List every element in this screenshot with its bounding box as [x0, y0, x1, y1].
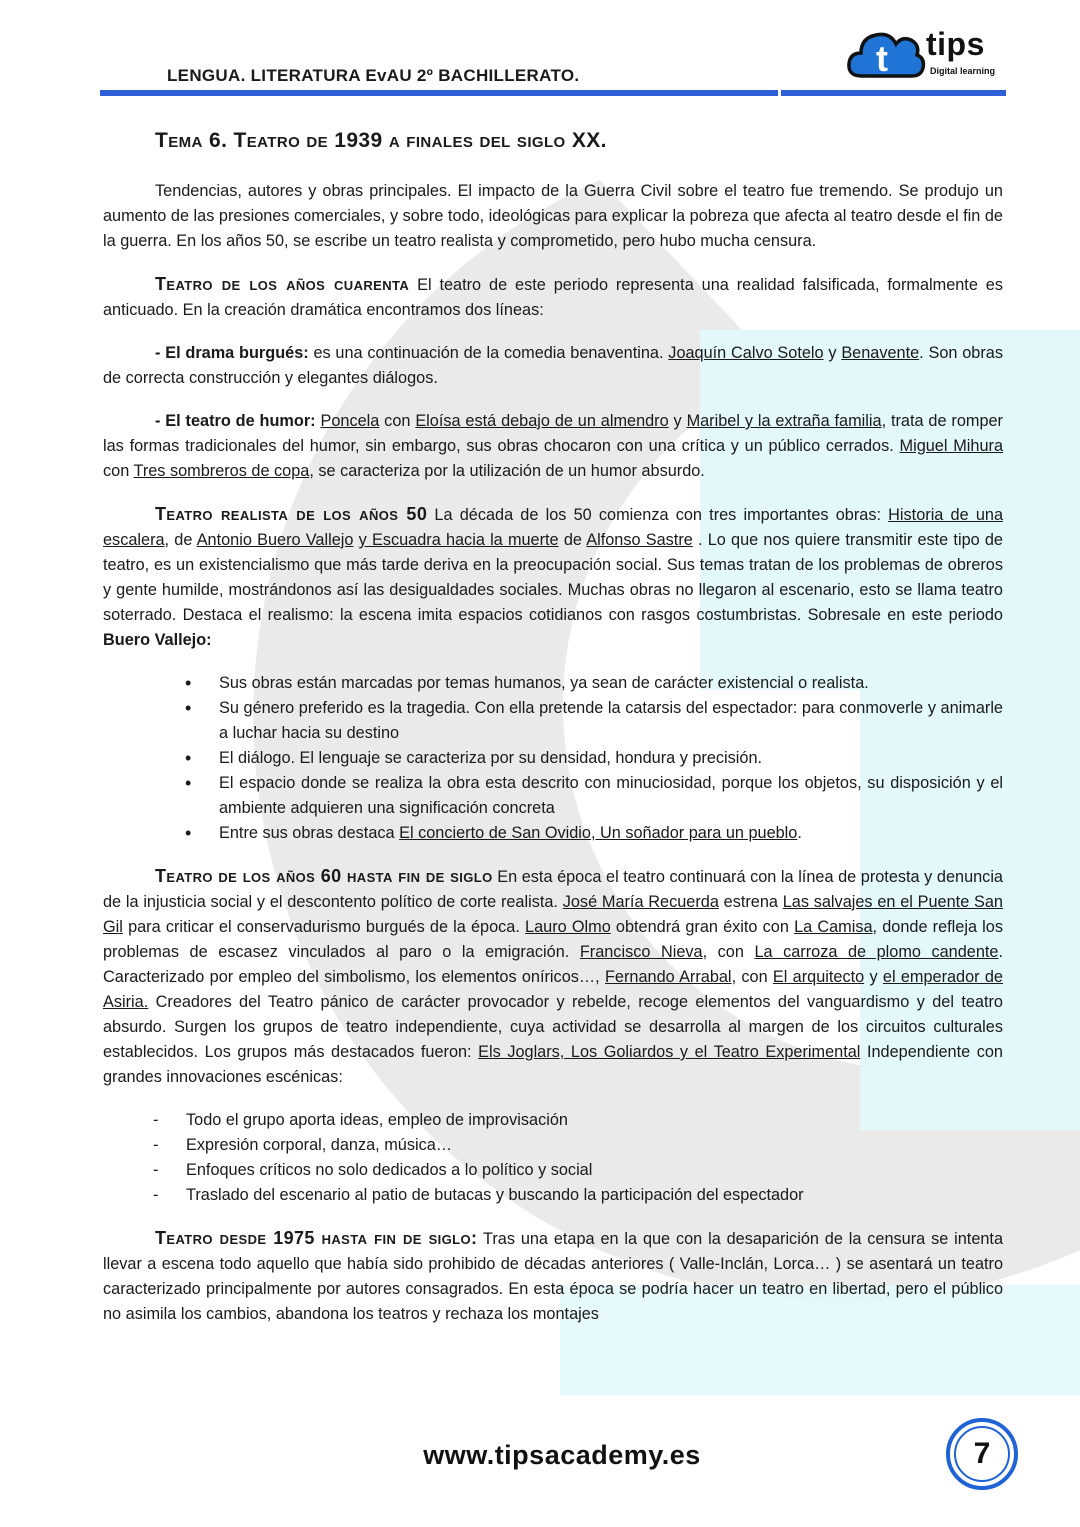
- list-item: • Su género preferido es la tragedia. Con ella pretende la catarsis del espectador: para conmoverle y animarle a luchar hacia su destino: [103, 696, 1003, 746]
- logo-tagline: Digital learning: [930, 66, 996, 76]
- section-50s-paragraph: Teatro realista de los años 50 La década de los 50 comienza con tres importantes obras: Historia de una escalera, de Antonio Buero Vallejo y Escuadra hacia la muerte de Alfonso Sastre . Lo que nos quiere transmitir este tipo de teatro, es un existencialismo que más tarde deriva en la preocupación social. Sus temas tratan de los problemas de obreros y gente humilde, mostrándonos así las desigualdades sociales. Muchas obras no llegaron al escenario, esto se llama teatro soterrado. Destaca el realismo: la escena imita espacios cotidianos con rasgos costumbristas. Sobresale en este periodo Buero Vallejo:: [103, 504, 1003, 649]
- tips-logo: [846, 24, 1016, 84]
- header-divider: [100, 90, 1006, 96]
- page-number: 7: [954, 1426, 1010, 1482]
- list-item: - Todo el grupo aporta ideas, empleo de improvisación: [103, 1108, 1003, 1133]
- page-title: Tema 6. Teatro de 1939 a finales del siglo XX.: [155, 129, 607, 152]
- header-title: LENGUA. LITERATURA EvAU 2º BACHILLERATO.: [167, 66, 580, 85]
- drama-burgues-paragraph: - El drama burgués: es una continuación de la comedia benaventina. Joaquín Calvo Sotelo y Benavente. Son obras de correcta construcción y elegantes diálogos.: [103, 344, 1003, 387]
- section-40s-paragraph: Teatro de los años cuarenta El teatro de este periodo representa una realidad falsificada, formalmente es anticuado. En la creación dramática encontramos dos líneas:: [103, 274, 1003, 319]
- list-item: - Traslado del escenario al patio de butacas y buscando la participación del espectador: [103, 1183, 1003, 1208]
- list-item: • El diálogo. El lenguaje se caracteriza por su densidad, hondura y precisión.: [103, 746, 1003, 771]
- section-75-paragraph: Teatro desde 1975 hasta fin de siglo: Tras una etapa en la que con la desaparición de la censura se intenta llevar a escena todo aquello que había sido prohibido de décadas anteriores ( Valle-Inclán, Lorca… ) se asentará un teatro caracterizado principalmente por autores consagrados. En esta época se podría hacer un teatro en libertad, pero el público no asimila los cambios, abandona los teatros y rechaza los montajes: [103, 1228, 1004, 1323]
- author-link: Joaquín Calvo Sotelo: [668, 344, 824, 362]
- teatro-humor-paragraph: - El teatro de humor: Poncela con Eloísa está debajo de un almendro y Maribel y la extraña familia, trata de romper las formas tradicionales del humor, sin embargo, sus obras chocaron con una crítica y un público cerrados. Miguel Mihura con Tres sombreros de copa, se caracteriza por la utilización de un humor absurdo.: [103, 412, 1003, 480]
- section-60s-paragraph: Teatro de los años 60 hasta fin de siglo En esta época el teatro continuará con la línea de protesta y denuncia de la injusticia social y el descontento político de corte realista. José María Recuerda estrena Las salvajes en el Puente San Gil para criticar el conservadurismo burgués de la época. Lauro Olmo obtendrá gran éxito con La Camisa, donde refleja los problemas de escasez vinculados al paro o la emigración. Francisco Nieva, con La carroza de plomo candente. Caracterizado por empleo del simbolismo, los elementos oníricos…, Fernando Arrabal, con El arquitecto y el emperador de Asiria. Creadores del Teatro pánico de carácter provocador y rebelde, recoge elementos del vanguardismo y del teatro absurdo. Surgen los grupos de teatro independiente, cuya actividad se desarrolla al margen de los circuitos culturales establecidos. Los grupos más destacados fueron: Els Joglars, Los Goliardos y el Teatro Experimental Independiente con grandes innovaciones escénicas:: [103, 866, 1004, 1086]
- list-item: • El espacio donde se realiza la obra esta descrito con minuciosidad, porque los objetos, su disposición y el ambiente adquieren una significación concreta: [103, 771, 1003, 821]
- teatro-independiente-list: [103, 1108, 1003, 1208]
- list-item: - Enfoques críticos no solo dedicados a lo político y social: [103, 1158, 1003, 1183]
- page-number-badge: [946, 1418, 1018, 1490]
- buero-vallejo-list: [103, 671, 1003, 846]
- list-item: • Entre sus obras destaca El concierto de San Ovidio, Un soñador para un pueblo.: [103, 821, 1003, 846]
- section-40s-heading: Teatro de los años cuarenta: [155, 274, 410, 294]
- document-body: [103, 128, 1003, 1327]
- list-item: - Expresión corporal, danza, música…: [103, 1133, 1003, 1158]
- logo-brand: tips: [926, 26, 985, 62]
- cloud-icon: [846, 24, 926, 80]
- footer-url: www.tipsacademy.es: [423, 1440, 701, 1470]
- section-60s-heading: Teatro de los años 60 hasta fin de siglo: [155, 866, 493, 886]
- section-75-heading: Teatro desde 1975 hasta fin de siglo:: [155, 1228, 478, 1248]
- logo-letter: t: [876, 38, 888, 79]
- list-item: • Sus obras están marcadas por temas humanos, ya sean de carácter existencial o realista.: [103, 671, 1003, 696]
- intro-paragraph: Tendencias, autores y obras principales. El impacto de la Guerra Civil sobre el teatro fue tremendo. Se produjo un aumento de las presiones comerciales, y sobre todo, ideológicas para explicar la pobreza que afecta al teatro desde el fin de la guerra. En los años 50, se escribe un teatro realista y comprometido, pero hubo mucha censura.: [103, 182, 1003, 250]
- author-link: Benavente: [841, 344, 920, 362]
- section-50s-heading: Teatro realista de los años 50: [155, 504, 428, 524]
